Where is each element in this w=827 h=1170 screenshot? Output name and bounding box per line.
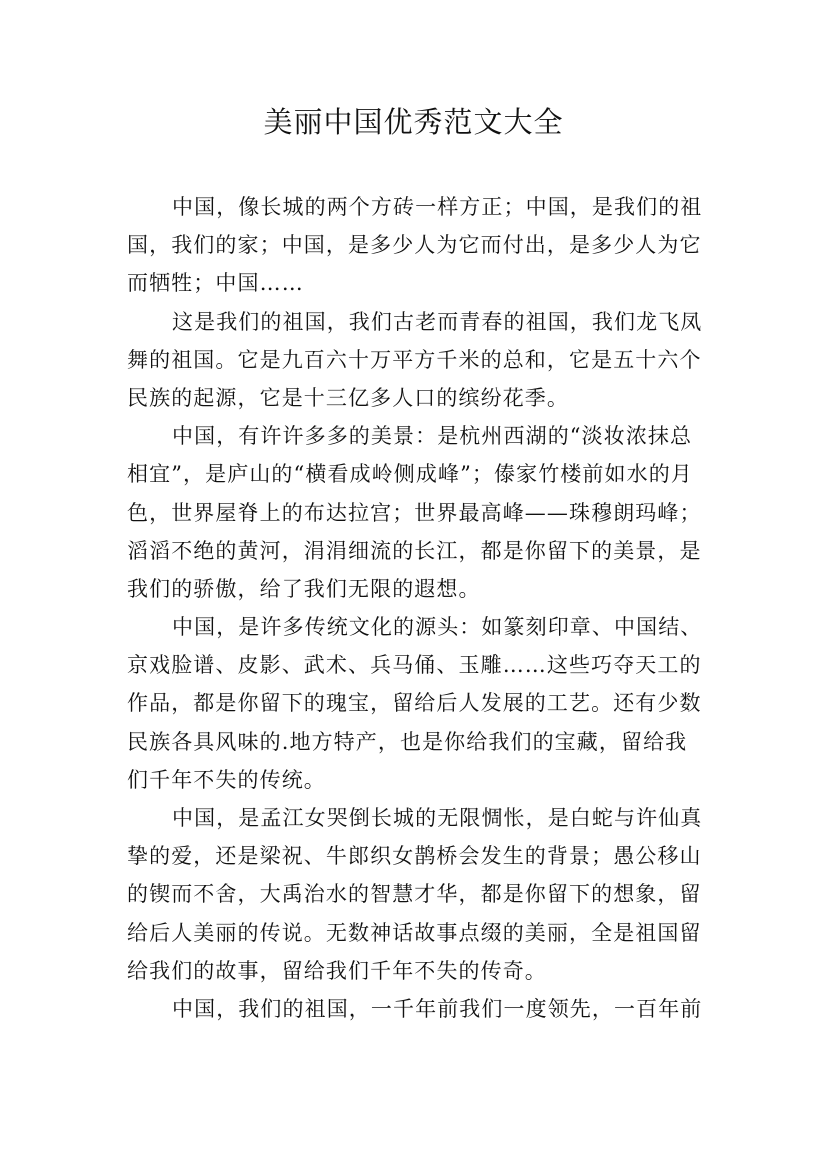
text-line: 舞的祖国。它是九百六十万平方千米的总和，它是五十六个 — [127, 347, 702, 372]
text-line: 中国，是许多传统文化的源头：如篆刻印章、中国结、 — [172, 615, 703, 640]
text-line: 们千年不失的传统。 — [127, 767, 326, 792]
text-line: 给我们的故事，留给我们千年不失的传奇。 — [127, 958, 547, 983]
text-line: 给后人美丽的传说。无数神话故事点缀的美丽，全是祖国留 — [127, 920, 702, 945]
text-line: 色，世界屋脊上的布达拉宫；世界最高峰——珠穆朗玛峰； — [127, 500, 702, 525]
text-line: 我们的骄傲，给了我们无限的遐想。 — [127, 576, 481, 601]
text-line: 京戏脸谱、皮影、武术、兵马俑、玉雕……这些巧夺天工的 — [127, 653, 702, 678]
text-line: 的锲而不舍，大禹治水的智慧才华，都是你留下的想象，留 — [127, 882, 702, 907]
text-line: 滔滔不绝的黄河，涓涓细流的长江，都是你留下的美景，是 — [127, 538, 702, 563]
text-line: 挚的爱，还是梁祝、牛郎织女鹊桥会发生的背景；愚公移山 — [127, 844, 702, 869]
text-line: 相宜”，是庐山的“横看成岭侧成峰”；傣家竹楼前如水的月 — [127, 462, 693, 487]
text-line: 这是我们的祖国，我们古老而青春的祖国，我们龙飞凤 — [172, 309, 703, 334]
text-line: 国，我们的家；中国，是多少人为它而付出，是多少人为它 — [127, 233, 702, 258]
document-title: 美丽中国优秀范文大全 — [263, 105, 564, 139]
text-line: 民族各具风味的.地方特产，也是你给我们的宝藏，留给我 — [127, 729, 688, 754]
text-line: 民族的起源，它是十三亿多人口的缤纷花季。 — [127, 385, 569, 410]
text-line: 中国，像长城的两个方砖一样方正；中国，是我们的祖 — [172, 195, 703, 219]
text-line: 中国，有许许多多的美景：是杭州西湖的“淡妆浓抹总 — [172, 424, 693, 449]
document-body — [127, 188, 707, 1028]
text-line: 中国，我们的祖国，一千年前我们一度领先，一百年前 — [172, 996, 703, 1021]
text-line: 中国，是孟江女哭倒长城的无限惆怅，是白蛇与许仙真 — [172, 806, 703, 830]
text-line: 作品，都是你留下的瑰宝，留给后人发展的工艺。还有少数 — [127, 691, 702, 716]
text-line: 而牺牲；中国…… — [127, 271, 304, 296]
